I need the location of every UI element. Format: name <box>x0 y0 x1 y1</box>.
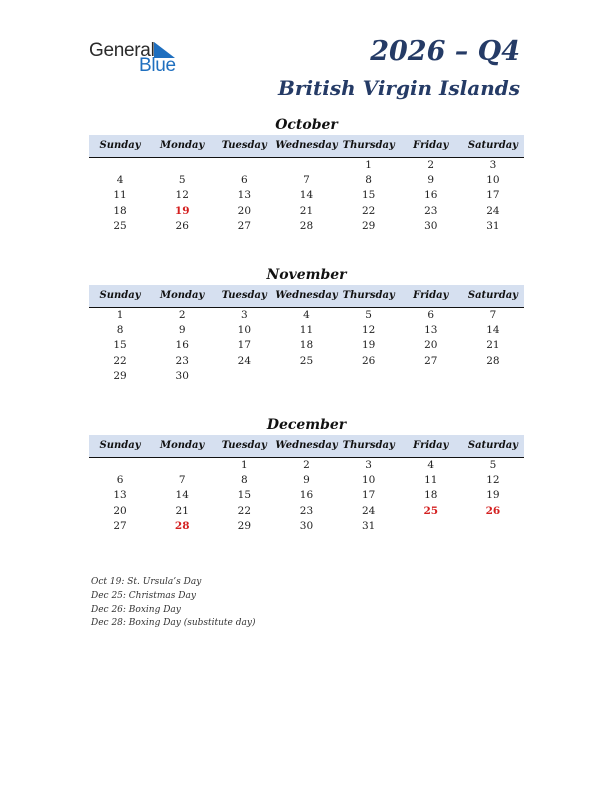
empty-day-cell <box>213 369 275 384</box>
day-cell: 16 <box>175 339 189 352</box>
day-cell: 3 <box>241 309 248 321</box>
week-row <box>89 204 524 219</box>
brand-name-general: General <box>89 40 155 61</box>
day-cell: 17 <box>237 339 252 352</box>
week-row <box>89 369 524 384</box>
empty-day-cell <box>275 158 337 173</box>
day-cell: 23 <box>175 354 189 367</box>
day-cell: 8 <box>365 174 372 187</box>
day-cell: 14 <box>175 489 189 502</box>
week-row <box>89 338 524 353</box>
week-row <box>89 458 524 473</box>
day-cell: 3 <box>489 159 497 171</box>
day-cell: 13 <box>237 189 252 202</box>
weekday-label: Friday <box>413 290 449 301</box>
weekday-label: Sunday <box>99 140 141 151</box>
weekday-header-row <box>89 285 524 308</box>
weekday-header-row <box>89 435 524 458</box>
day-cell: 9 <box>178 324 186 337</box>
day-cell: 6 <box>116 474 124 487</box>
empty-day-cell <box>89 158 151 173</box>
weekday-label: Monday <box>160 140 205 151</box>
day-cell: 21 <box>486 339 500 352</box>
holiday-day-cell: 25 <box>423 504 439 517</box>
day-cell: 16 <box>424 189 438 202</box>
page-subtitle: British Virgin Islands <box>278 76 520 100</box>
month-title: October <box>275 117 338 133</box>
weekday-label: Tuesday <box>221 290 267 301</box>
day-cell: 12 <box>486 474 500 487</box>
day-cell: 8 <box>241 474 248 487</box>
day-cell: 27 <box>113 519 127 532</box>
brand-logo <box>89 40 189 76</box>
week-row <box>89 173 524 188</box>
holiday-day-cell: 28 <box>174 519 190 532</box>
day-cell: 20 <box>113 504 127 517</box>
day-cell: 25 <box>299 354 314 367</box>
day-cell: 30 <box>424 219 438 232</box>
day-cell: 5 <box>365 309 372 321</box>
day-cell: 2 <box>427 159 435 171</box>
day-cell: 27 <box>424 354 438 367</box>
day-cell: 31 <box>486 219 500 232</box>
week-row <box>89 488 524 503</box>
day-cell: 29 <box>113 369 127 382</box>
day-cell: 6 <box>427 309 435 321</box>
weekday-label: Thursday <box>342 440 395 451</box>
weekday-label: Monday <box>160 290 205 301</box>
day-cell: 13 <box>113 489 127 502</box>
day-cell: 31 <box>361 519 376 532</box>
day-cell: 22 <box>361 204 376 217</box>
weekday-label: Saturday <box>467 140 518 151</box>
day-cell: 30 <box>175 369 189 382</box>
weekday-label: Thursday <box>342 140 395 151</box>
holiday-day-cell: 19 <box>174 204 190 217</box>
empty-day-cell <box>151 158 213 173</box>
week-row <box>89 354 524 369</box>
day-cell: 1 <box>365 159 372 171</box>
empty-day-cell <box>151 458 213 473</box>
month-title: December <box>266 417 347 433</box>
month-december <box>89 415 524 534</box>
day-cell: 1 <box>116 309 124 321</box>
weekday-label: Sunday <box>99 290 141 301</box>
page-title: 2026 – Q4 <box>370 36 520 67</box>
day-cell: 26 <box>361 354 376 367</box>
week-row <box>89 323 524 338</box>
weekday-label: Friday <box>413 440 449 451</box>
day-cell: 29 <box>361 219 376 232</box>
empty-day-cell <box>275 369 337 384</box>
day-cell: 21 <box>175 504 189 517</box>
day-cell: 11 <box>113 189 127 202</box>
day-cell: 22 <box>113 354 127 367</box>
day-cell: 5 <box>489 459 497 471</box>
weekday-label: Sunday <box>99 440 141 451</box>
weekday-label: Thursday <box>342 290 395 301</box>
day-cell: 4 <box>427 459 435 471</box>
day-cell: 12 <box>175 189 189 202</box>
day-cell: 24 <box>361 504 376 517</box>
day-cell: 23 <box>299 504 314 517</box>
day-cell: 28 <box>299 219 314 232</box>
month-title: November <box>266 267 347 283</box>
day-cell: 2 <box>178 309 186 321</box>
week-row <box>89 188 524 203</box>
empty-day-cell <box>89 458 151 473</box>
week-row <box>89 308 524 323</box>
day-cell: 12 <box>361 324 376 337</box>
day-cell: 4 <box>303 309 310 321</box>
day-cell: 11 <box>424 474 438 487</box>
empty-day-cell <box>213 158 275 173</box>
day-cell: 10 <box>237 324 252 337</box>
day-cell: 21 <box>299 204 314 217</box>
day-cell: 6 <box>241 174 248 187</box>
weekday-header-row <box>89 135 524 158</box>
weekday-label: Monday <box>160 440 205 451</box>
weekday-label: Friday <box>413 140 449 151</box>
day-cell: 7 <box>489 309 497 321</box>
weekday-label: Saturday <box>467 440 518 451</box>
day-cell: 28 <box>486 354 500 367</box>
week-row <box>89 158 524 173</box>
day-cell: 14 <box>299 189 314 202</box>
day-cell: 18 <box>113 204 127 217</box>
week-row <box>89 473 524 488</box>
day-cell: 18 <box>424 489 438 502</box>
day-cell: 27 <box>237 219 252 232</box>
month-november <box>89 265 524 384</box>
day-cell: 9 <box>303 474 310 487</box>
day-cell: 14 <box>486 324 500 337</box>
day-cell: 26 <box>175 219 189 232</box>
day-cell: 8 <box>116 324 124 337</box>
empty-day-cell <box>462 369 524 384</box>
day-cell: 24 <box>486 204 500 217</box>
weekday-label: Wednesday <box>275 290 338 301</box>
week-row <box>89 504 524 519</box>
holiday-note: Dec 26: Boxing Day <box>91 604 181 615</box>
holiday-day-cell: 26 <box>485 504 501 517</box>
day-cell: 7 <box>178 474 186 487</box>
day-cell: 10 <box>486 174 500 187</box>
empty-day-cell <box>462 519 524 534</box>
day-cell: 11 <box>299 324 314 337</box>
weekday-label: Saturday <box>467 290 518 301</box>
holiday-note: Dec 25: Christmas Day <box>91 590 196 601</box>
weekday-label: Tuesday <box>221 440 267 451</box>
day-cell: 19 <box>361 339 376 352</box>
empty-day-cell <box>400 519 462 534</box>
empty-day-cell <box>338 369 400 384</box>
day-cell: 17 <box>361 489 376 502</box>
week-row <box>89 519 524 534</box>
day-cell: 16 <box>299 489 314 502</box>
month-october <box>89 115 524 234</box>
day-cell: 2 <box>303 459 310 471</box>
day-cell: 13 <box>424 324 438 337</box>
day-cell: 19 <box>486 489 500 502</box>
day-cell: 22 <box>237 504 252 517</box>
brand-name-blue: Blue <box>139 55 176 76</box>
day-cell: 15 <box>361 189 376 202</box>
weekday-label: Tuesday <box>221 140 267 151</box>
day-cell: 7 <box>303 174 310 187</box>
day-cell: 17 <box>486 189 500 202</box>
day-cell: 10 <box>361 474 376 487</box>
day-cell: 18 <box>299 339 314 352</box>
day-cell: 1 <box>241 459 248 471</box>
day-cell: 15 <box>113 339 127 352</box>
holiday-note: Dec 28: Boxing Day (substitute day) <box>91 618 256 629</box>
day-cell: 15 <box>237 489 252 502</box>
day-cell: 29 <box>237 519 252 532</box>
holiday-note: Oct 19: St. Ursula’s Day <box>91 577 202 587</box>
week-row <box>89 219 524 234</box>
day-cell: 24 <box>237 354 252 367</box>
day-cell: 20 <box>424 339 438 352</box>
day-cell: 3 <box>365 459 372 471</box>
day-cell: 23 <box>424 204 438 217</box>
holiday-notes <box>91 576 255 631</box>
weekday-label: Wednesday <box>275 140 338 151</box>
day-cell: 20 <box>237 204 252 217</box>
empty-day-cell <box>400 369 462 384</box>
weekday-label: Wednesday <box>275 440 338 451</box>
day-cell: 25 <box>113 219 127 232</box>
day-cell: 4 <box>116 174 124 187</box>
day-cell: 5 <box>178 174 186 187</box>
day-cell: 9 <box>427 174 435 187</box>
day-cell: 30 <box>299 519 314 532</box>
